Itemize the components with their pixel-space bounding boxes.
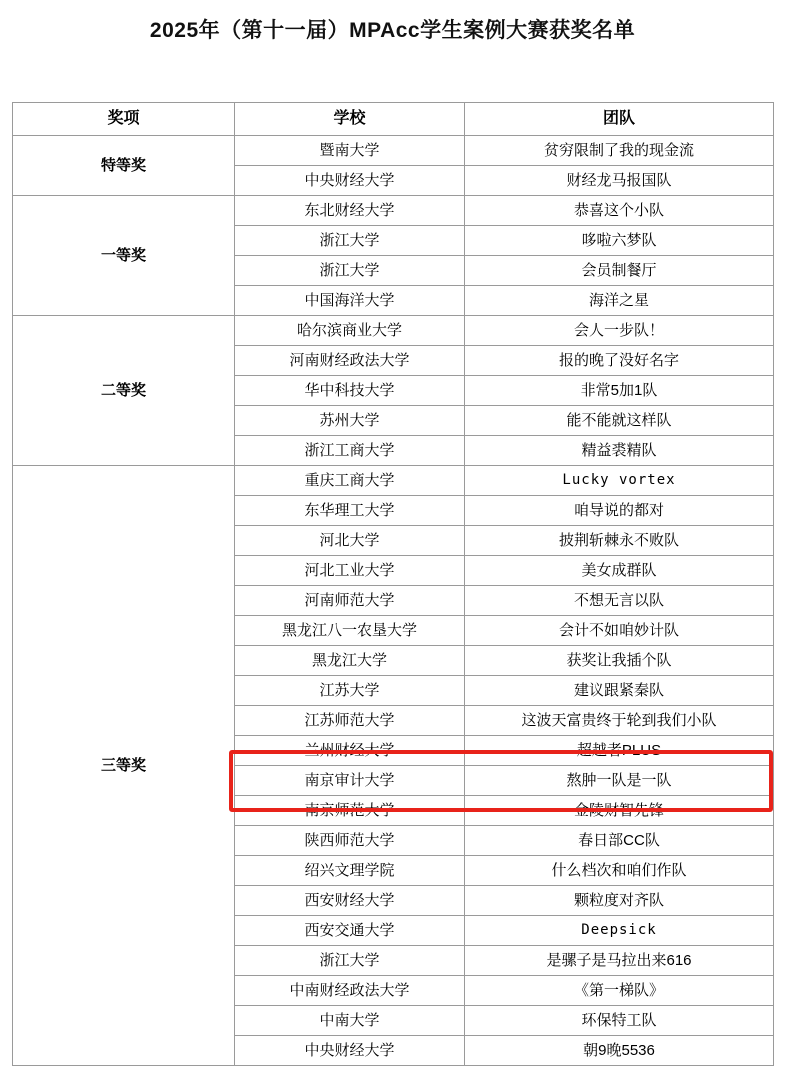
team-name-cell: 财经龙马报国队 (465, 166, 774, 196)
school-cell: 河南师范大学 (235, 586, 465, 616)
school-cell: 河北大学 (235, 526, 465, 556)
school-cell: 华中科技大学 (235, 376, 465, 406)
award-category-cell: 二等奖 (13, 316, 235, 466)
school-cell: 兰州财经大学 (235, 736, 465, 766)
school-cell: 中央财经大学 (235, 166, 465, 196)
school-cell: 浙江大学 (235, 226, 465, 256)
award-table (12, 102, 774, 1066)
school-cell: 中国海洋大学 (235, 286, 465, 316)
school-cell: 南京审计大学 (235, 766, 465, 796)
school-cell: 浙江大学 (235, 946, 465, 976)
team-name-cell: 美女成群队 (465, 556, 774, 586)
school-cell: 苏州大学 (235, 406, 465, 436)
team-name-cell: 春日部CC队 (465, 826, 774, 856)
team-name-cell: 环保特工队 (465, 1006, 774, 1036)
school-cell: 陕西师范大学 (235, 826, 465, 856)
page-title: 2025年（第十一届）MPAcc学生案例大赛获奖名单 (149, 19, 636, 42)
team-name-cell: 颗粒度对齐队 (465, 886, 774, 916)
team-name-cell: 金陵财智先锋 (465, 796, 774, 826)
table-body (13, 136, 774, 1066)
team-name-cell: 恭喜这个小队 (465, 196, 774, 226)
team-name-cell: 《第一梯队》 (465, 976, 774, 1006)
school-cell: 中南财经政法大学 (235, 976, 465, 1006)
school-cell: 西安交通大学 (235, 916, 465, 946)
team-name-cell: Deepsick (465, 916, 774, 946)
team-name-cell: 是骡子是马拉出来616 (465, 946, 774, 976)
school-cell: 南京师范大学 (235, 796, 465, 826)
team-name-cell: 咱导说的都对 (465, 496, 774, 526)
team-name-cell: 熬肿一队是一队 (465, 766, 774, 796)
school-cell: 绍兴文理学院 (235, 856, 465, 886)
table-row (13, 466, 774, 496)
award-category-cell: 三等奖 (13, 466, 235, 1066)
school-cell: 西安财经大学 (235, 886, 465, 916)
team-name-cell: 非常5加1队 (465, 376, 774, 406)
column-header-award: 奖项 (13, 103, 235, 136)
team-name-cell: 会人一步队！ (465, 316, 774, 346)
school-cell: 黑龙江八一农垦大学 (235, 616, 465, 646)
team-name-cell: 什么档次和咱们作队 (465, 856, 774, 886)
table-row (13, 316, 774, 346)
school-cell: 哈尔滨商业大学 (235, 316, 465, 346)
column-header-school: 学校 (235, 103, 465, 136)
school-cell: 东北财经大学 (235, 196, 465, 226)
team-name-cell: 会员制餐厅 (465, 256, 774, 286)
team-name-cell: 建议跟紧秦队 (465, 676, 774, 706)
team-name-cell: 超越者PLUS (465, 736, 774, 766)
team-name-cell: 披荆斩棘永不败队 (465, 526, 774, 556)
school-cell: 中央财经大学 (235, 1036, 465, 1066)
school-cell: 东华理工大学 (235, 496, 465, 526)
team-name-cell: 这波天富贵终于轮到我们小队 (465, 706, 774, 736)
team-name-cell: 不想无言以队 (465, 586, 774, 616)
team-name-cell: 精益裘精队 (465, 436, 774, 466)
team-name-cell: 贫穷限制了我的现金流 (465, 136, 774, 166)
school-cell: 河南财经政法大学 (235, 346, 465, 376)
team-name-cell: 朝9晚5536 (465, 1036, 774, 1066)
team-name-cell: 报的晚了没好名字 (465, 346, 774, 376)
award-table-container (12, 102, 773, 1066)
column-header-team: 团队 (465, 103, 774, 136)
school-cell: 浙江大学 (235, 256, 465, 286)
table-header-row (13, 103, 774, 136)
school-cell: 江苏大学 (235, 676, 465, 706)
team-name-cell: 能不能就这样队 (465, 406, 774, 436)
team-name-cell: 会计不如咱妙计队 (465, 616, 774, 646)
table-row (13, 196, 774, 226)
team-name-cell: 哆啦六梦队 (465, 226, 774, 256)
school-cell: 暨南大学 (235, 136, 465, 166)
table-row (13, 136, 774, 166)
school-cell: 河北工业大学 (235, 556, 465, 586)
school-cell: 黑龙江大学 (235, 646, 465, 676)
team-name-cell: 获奖让我插个队 (465, 646, 774, 676)
school-cell: 重庆工商大学 (235, 466, 465, 496)
school-cell: 江苏师范大学 (235, 706, 465, 736)
school-cell: 浙江工商大学 (235, 436, 465, 466)
team-name-cell: Lucky vortex (465, 466, 774, 496)
team-name-cell: 海洋之星 (465, 286, 774, 316)
award-category-cell: 特等奖 (13, 136, 235, 196)
table-header (13, 103, 774, 136)
award-category-cell: 一等奖 (13, 196, 235, 316)
school-cell: 中南大学 (235, 1006, 465, 1036)
